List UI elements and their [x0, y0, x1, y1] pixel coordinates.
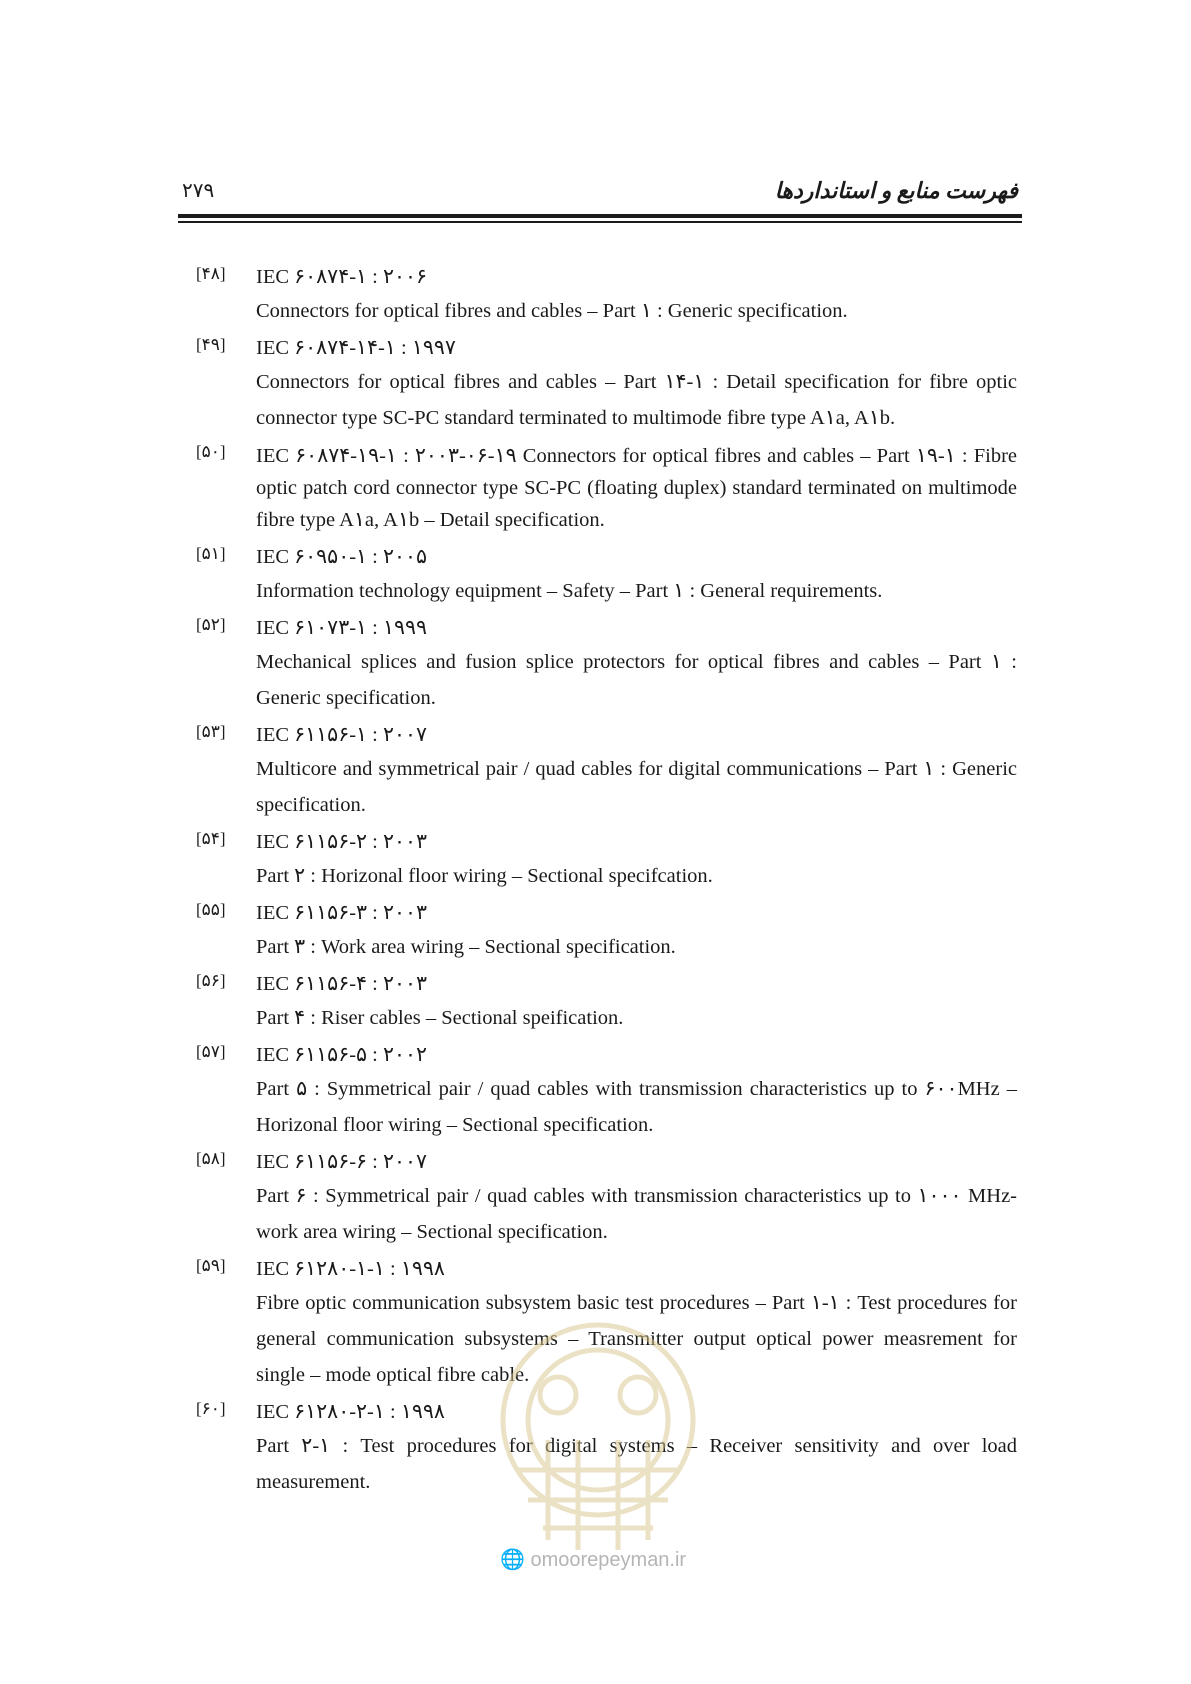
reference-code: IEC ۶۰۹۵۰-۱ : ۲۰۰۵ [256, 546, 428, 568]
reference-code: IEC ۶۱۱۵۶-۳ : ۲۰۰۳ [256, 902, 428, 924]
reference-number: [۵۴] [196, 829, 226, 848]
reference-description: Mechanical splices and fusion splice protectors for optical fibres and cables – Part ۱ : Generic specification. [256, 651, 1017, 709]
reference-number: [۵۳] [196, 722, 226, 741]
reference-description: Multicore and symmetrical pair / quad cables for digital communications – Part ۱ : Generic specification. [256, 758, 1017, 816]
reference-number: [۵۵] [196, 900, 226, 919]
reference-code: IEC ۶۰۸۷۴-۱ : ۲۰۰۶ [256, 266, 428, 288]
reference-code: IEC ۶۱۲۸۰-۱-۱ : ۱۹۹۸ [256, 1258, 445, 1280]
header-rule-thin [178, 221, 1022, 223]
reference-entry [196, 1147, 1021, 1254]
reference-code: IEC ۶۱۱۵۶-۱ : ۲۰۰۷ [256, 724, 428, 746]
reference-entry [196, 440, 1021, 542]
page-number: ۲۷۹ [182, 180, 215, 202]
reference-entry [196, 613, 1021, 720]
running-title: فهرست منابع و استانداردها [774, 178, 1018, 203]
watermark-site [500, 1547, 686, 1572]
header-rule-thick [178, 214, 1022, 218]
reference-description: Part ۳ : Work area wiring – Sectional specification. [256, 936, 676, 958]
reference-number: [۵۶] [196, 971, 226, 990]
reference-number: [۶۰] [196, 1399, 226, 1418]
reference-number: [۵۹] [196, 1256, 226, 1275]
publisher-logo-watermark [488, 1300, 708, 1570]
reference-description: Part ۲-۱ : Test procedures for digital systems – Receiver sensitivity and over load measurement. [256, 1435, 1017, 1493]
reference-description: Part ۶ : Symmetrical pair / quad cables with transmission characteristics up to ۱۰۰۰ MHz- work area wiring – Sectional specification. [256, 1185, 1017, 1243]
watermark-url: omoorepeyman.ir [530, 1549, 687, 1571]
reference-entry [196, 542, 1021, 613]
reference-description: Part ۴ : Riser cables – Sectional speification. [256, 1007, 624, 1029]
reference-description: Part ۵ : Symmetrical pair / quad cables with transmission characteristics up to ۶۰۰MHz – Horizonal floor wiring – Sectional specification. [256, 1078, 1017, 1136]
reference-code: IEC ۶۱۱۵۶-۶ : ۲۰۰۷ [256, 1151, 428, 1173]
reference-description: Fibre optic communication subsystem basic test procedures – Part ۱-۱ : Test procedures for general communication subsystems – Transmitter output optical power measrement for single – mode optical fibre cable. [256, 1292, 1017, 1386]
globe-icon: 🌐 [500, 1549, 525, 1571]
reference-entry [196, 262, 1021, 333]
reference-code: IEC ۶۰۸۷۴-۱۹-۱ : ۲۰۰۳-۰۶-۱۹ Connectors for optical fibres and cables – Part ۱۹-۱ : Fibre optic patch cord connector type SC-PC (floating duplex) standard terminated on multimode fibre type A۱a, A۱b – Detail specification. [256, 445, 1017, 531]
reference-description: Connectors for optical fibres and cables – Part ۱۴-۱ : Detail specification for fibre optic connector type SC-PC standard terminated to multimode fibre type A۱a, A۱b. [256, 371, 1017, 429]
reference-number: [۵۸] [196, 1149, 226, 1168]
reference-number: [۵۷] [196, 1042, 226, 1061]
reference-number: [۴۸] [196, 264, 226, 283]
reference-entry [196, 333, 1021, 440]
reference-number: [۵۱] [196, 544, 226, 563]
reference-code: IEC ۶۱۱۵۶-۲ : ۲۰۰۳ [256, 831, 428, 853]
reference-code: IEC ۶۱۲۸۰-۲-۱ : ۱۹۹۸ [256, 1401, 445, 1423]
reference-description: Information technology equipment – Safety – Part ۱ : General requirements. [256, 580, 883, 602]
reference-description: Connectors for optical fibres and cables – Part ۱ : Generic specification. [256, 300, 848, 322]
reference-code: IEC ۶۱۰۷۳-۱ : ۱۹۹۹ [256, 617, 428, 639]
reference-entry [196, 1040, 1021, 1147]
reference-number: [۴۹] [196, 335, 226, 354]
page-header [180, 178, 1020, 208]
reference-code: IEC ۶۱۱۵۶-۴ : ۲۰۰۳ [256, 973, 428, 995]
reference-entry [196, 898, 1021, 969]
reference-code: IEC ۶۱۱۵۶-۵ : ۲۰۰۲ [256, 1044, 428, 1066]
reference-entry [196, 969, 1021, 1040]
reference-entry [196, 827, 1021, 898]
reference-entry [196, 720, 1021, 827]
reference-code: IEC ۶۰۸۷۴-۱۴-۱ : ۱۹۹۷ [256, 337, 456, 359]
reference-number: [۵۰] [196, 442, 226, 461]
reference-number: [۵۲] [196, 615, 226, 634]
reference-description: Part ۲ : Horizonal floor wiring – Sectional specifcation. [256, 865, 713, 887]
